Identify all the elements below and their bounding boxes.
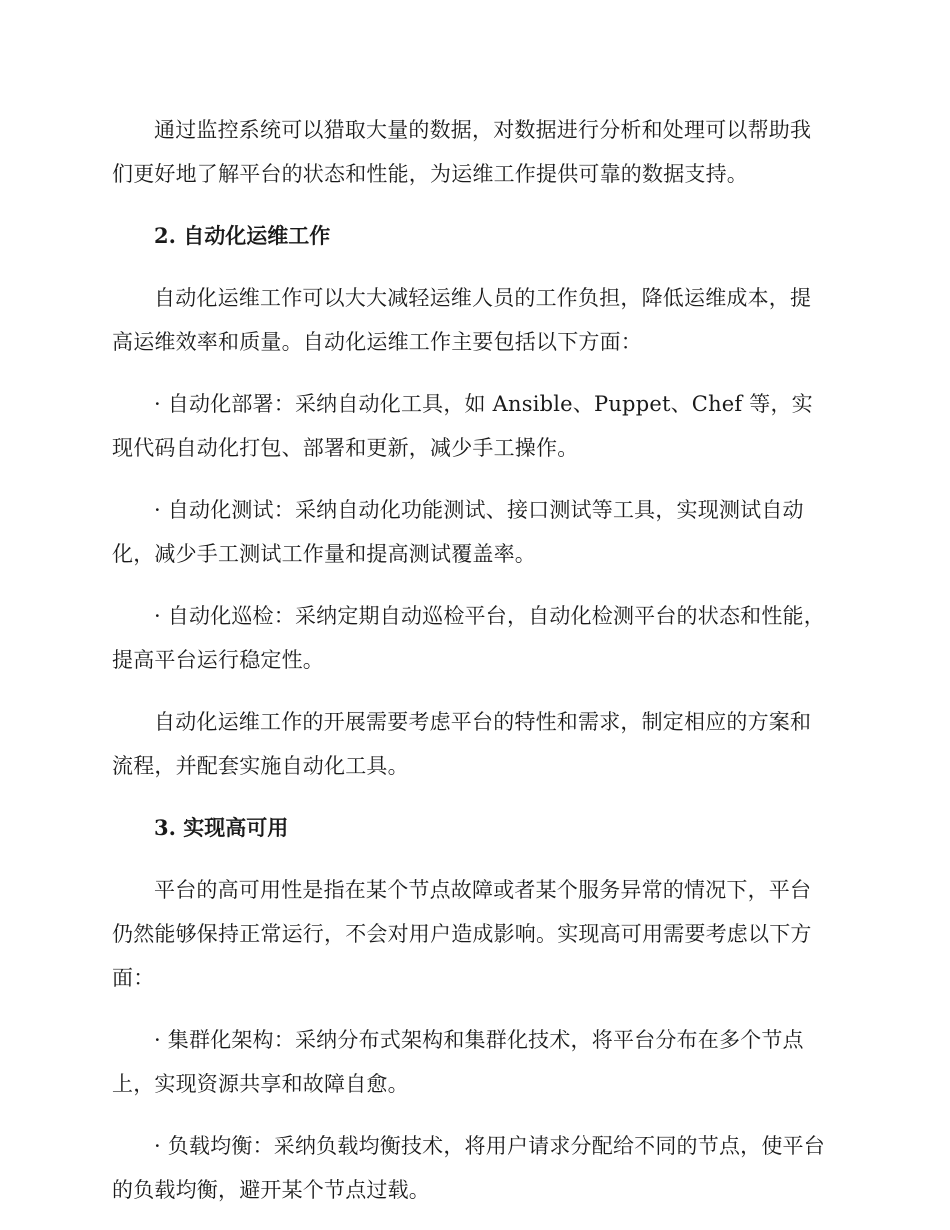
paragraph-ha-intro: 平台的高可用性是指在某个节点故障或者某个服务异常的情况下，平台仍然能够保持正常运行，不会对用户造成影响。实现高可用需要考虑以下方面： [112, 878, 812, 990]
paragraph-monitoring-data: 通过监控系统可以猎取大量的数据，对数据进行分析和处理可以帮助我们更好地了解平台的状态和性能，为运维工作提供可靠的数据支持。 [112, 118, 812, 186]
paragraph-automation-summary: 自动化运维工作的开展需要考虑平台的特性和需求，制定相应的方案和流程，并配套实施自动化工具。 [112, 710, 812, 778]
section-heading-automation: 2. 自动化运维工作 [154, 223, 331, 248]
document-body [112, 108, 832, 1230]
bullet-auto-inspection: · 自动化巡检：采纳定期自动巡检平台，自动化检测平台的状态和性能，提高平台运行稳定性。 [112, 604, 825, 672]
section-heading-high-availability: 3. 实现高可用 [154, 815, 289, 840]
bullet-cluster-architecture: · 集群化架构：采纳分布式架构和集群化技术，将平台分布在多个节点上，实现资源共享和故障自愈。 [112, 1028, 804, 1096]
bullet-auto-test: · 自动化测试：采纳自动化功能测试、接口测试等工具，实现测试自动化，减少手工测试工作量和提高测试覆盖率。 [112, 498, 804, 566]
bullet-load-balancing: · 负载均衡：采纳负载均衡技术，将用户请求分配给不同的节点，使平台的负载均衡，避开某个节点过载。 [112, 1134, 825, 1202]
bullet-auto-deploy: · 自动化部署：采纳自动化工具，如 Ansible、Puppet、Chef 等，实现代码自动化打包、部署和更新，减少手工操作。 [112, 392, 813, 460]
paragraph-automation-intro: 自动化运维工作可以大大减轻运维人员的工作负担，降低运维成本，提高运维效率和质量。自动化运维工作主要包括以下方面： [112, 286, 812, 354]
